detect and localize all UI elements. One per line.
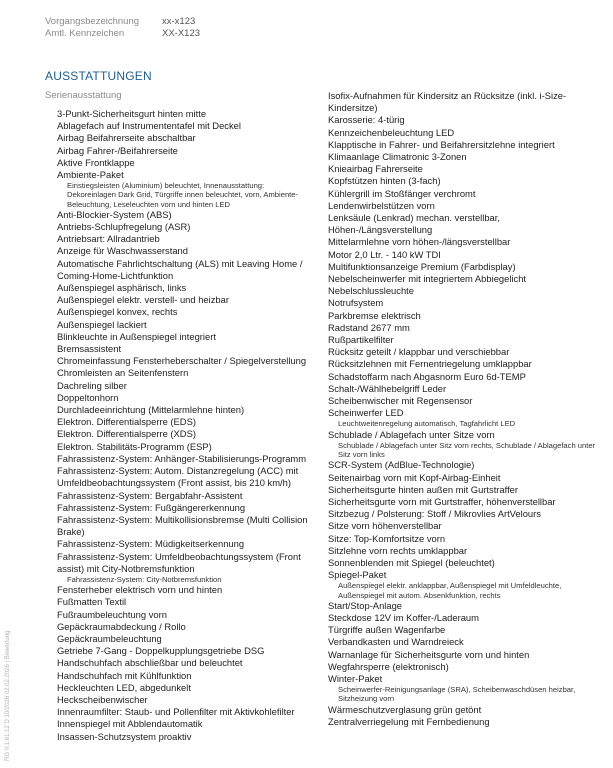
equipment-item: 3-Punkt-Sicherheitsgurt hinten mitte [57, 108, 207, 119]
equipment-item: Scheinwerfer LED [328, 407, 404, 419]
meta-row-vorgang [45, 16, 200, 28]
equipment-item: Gepäckraumbeleuchtung [57, 632, 162, 644]
equipment-item: Antriebs-Schlupfregelung (ASR) [57, 221, 191, 233]
equipment-item: Innenraumfilter: Staub- und Pollenfilter mit Aktivkohlefilter [57, 706, 295, 718]
equipment-item: Aktive Frontklappe [57, 156, 135, 168]
equipment-list-left [57, 108, 313, 743]
equipment-item-detail: Außenspiegel elektr. anklappbar, Außenspiegel mit Umfeldleuchte, Außenspiegel mit autom. Absenkfunktion, rechts [338, 581, 562, 600]
equipment-item: Außenspiegel asphärisch, links [57, 282, 187, 294]
equipment-item: Schalt-/Wählhebelgriff Leder [328, 382, 447, 394]
equipment-item: Radstand 2677 mm [328, 321, 410, 333]
meta-row-kennzeichen [45, 28, 200, 40]
equipment-item: Start/Stop-Anlage [328, 599, 403, 611]
equipment-item: Schadstoffarm nach Abgasnorm Euro 6d-TEMP [328, 370, 526, 382]
equipment-item: Lenksäule (Lenkrad) mechan. verstellbar, Höhen-/Längsverstellung [328, 212, 500, 236]
equipment-item: Dachreling silber [57, 379, 127, 391]
section-subtitle: Serienausstattung [45, 90, 122, 101]
equipment-item: Elektron. Differentialsperre (XDS) [57, 428, 196, 440]
equipment-item: Innenspiegel mit Abblendautomatik [57, 718, 203, 730]
equipment-item: Rücksitz geteilt / klappbar und verschiebbar [328, 346, 510, 358]
equipment-item: Handschuhfach mit Kühlfunktion [57, 669, 192, 681]
equipment-item: Heckleuchten LED, abgedunkelt [57, 681, 191, 693]
equipment-item: Sitzlehne vorn rechts umklappbar [328, 544, 468, 556]
equipment-item: Anzeige für Waschwasserstand [57, 245, 188, 257]
equipment-item: Kühlergrill im Stoßfänger verchromt [328, 187, 476, 199]
equipment-item: Isofix-Aufnahmen für Kindersitz an Rücksitze (inkl. i-Size-Kindersitze) [328, 90, 567, 114]
equipment-item: Sitze: Top-Komfortsitze vorn [328, 532, 446, 544]
equipment-item: Getriebe 7-Gang - Doppelkupplungsgetriebe DSG [57, 645, 265, 657]
equipment-item-detail: Einstiegsleisten (Aluminium) beleuchtet, Innenausstattung: Dekoreinlagen Dark Grid, Türgriffe innen beleuchtet, vorn, Ambiente-Beleuchtung, Leseleuchten vorn und hinten LED [67, 181, 299, 209]
equipment-item: Elektron. Differentialsperre (EDS) [57, 416, 196, 428]
equipment-item: Winter-Paket [328, 672, 383, 684]
equipment-item: Ablagefach auf Instrumententafel mit Deckel [57, 120, 241, 132]
equipment-item: Notrufsystem [328, 297, 384, 309]
equipment-item: Kopfstützen hinten (3-fach) [328, 175, 441, 187]
equipment-item: Bremsassistent [57, 343, 122, 355]
equipment-item-detail: Scheinwerfer-Reinigungsanlage (SRA), Scheibenwaschdüsen heizbar, Sitzheizung vorn [338, 685, 576, 704]
equipment-item: Karosserie: 4-türig [328, 114, 405, 126]
equipment-item: Sitzbezug / Polsterung: Stoff / Mikrovlies ArtVelours [328, 508, 541, 520]
equipment-item: Fahrassistenz-System: Multikollisionsbremse (Multi Collision Brake) [57, 513, 308, 538]
equipment-item: Außenspiegel elektr. verstell- und heizbar [57, 294, 229, 306]
equipment-item: Chromeinfassung Fensterheberschalter / Spiegelverstellung [57, 355, 307, 367]
equipment-item: Doppeltonhorn [57, 391, 119, 403]
equipment-item: Knieairbag Fahrerseite [328, 163, 423, 175]
equipment-item: Außenspiegel konvex, rechts [57, 306, 178, 318]
meta-value: xx-x123 [162, 16, 196, 27]
equipment-item: Lendenwirbelstützen vorn [328, 199, 435, 211]
equipment-item: Multifunktionsanzeige Premium (Farbdisplay) [328, 260, 516, 272]
equipment-item: Fahrassistenz-System: Fußgängererkennung [57, 501, 246, 513]
meta-value: XX-X123 [162, 28, 201, 39]
equipment-item: Steckdose 12V im Koffer-/Laderaum [328, 611, 479, 623]
equipment-item: Warnanlage für Sicherheitsgurte vorn und hinten [328, 648, 530, 660]
equipment-item: Fahrassistenz-System: Umfeldbeobachtungssystem (Front assist) mit City-Notbremsfunktion [57, 550, 301, 574]
equipment-item: Handschuhfach abschließbar und beleuchtet [57, 657, 243, 669]
equipment-item: Türgriffe außen Wagenfarbe [328, 624, 446, 636]
meta-label: Vorgangsbezeichnung [45, 16, 140, 27]
equipment-item: Fahrassistenz-System: Müdigkeitserkennung [57, 538, 245, 550]
section-title: AUSSTATTUNGEN [45, 69, 152, 83]
footer-version-text: RG V.1.61.12 D 10/2026 02.02.2026 | Bewertung [5, 630, 11, 761]
meta-label: Amtl. Kennzeichen [45, 28, 125, 39]
equipment-item: Nebelschlussleuchte [328, 285, 414, 297]
equipment-item-detail: Schublade / Ablagefach unter Sitz vorn rechts, Schublade / Ablagefach unter Sitz vorn links [338, 440, 596, 460]
equipment-item: Außenspiegel lackiert [57, 318, 147, 330]
equipment-item: Sitze vorn höhenverstellbar [328, 520, 442, 532]
equipment-item: Scheibenwischer mit Regensensor [328, 395, 473, 407]
equipment-item: Antriebsart: Allradantrieb [57, 233, 160, 245]
equipment-item: Airbag Beifahrerseite abschaltbar [57, 132, 196, 144]
equipment-item: Elektron. Stabilitäts-Programm (ESP) [57, 440, 212, 452]
equipment-item: Automatische Fahrlichtschaltung (ALS) mit Leaving Home / Coming-Home-Lichtfunktion [57, 257, 303, 281]
equipment-item: Kennzeichenbeleuchtung LED [328, 126, 455, 138]
equipment-item: Fahrassistenz-System: Anhänger-Stabilisierungs-Programm [57, 452, 307, 464]
equipment-item: Fußmatten Textil [57, 596, 127, 608]
equipment-item: Chromleisten an Seitenfenstern [57, 367, 189, 379]
equipment-item: Wegfahrsperre (elektronisch) [328, 660, 449, 672]
equipment-item: Fahrassistenz-System: Autom. Distanzregelung (ACC) mit Umfeldbeobachtungssystem (Front assist, bis 210 km/h) [57, 465, 299, 489]
equipment-item: Motor 2,0 Ltr. - 140 kW TDI [328, 248, 441, 260]
equipment-item: SCR-System (AdBlue-Technologie) [328, 459, 475, 471]
equipment-item: Airbag Fahrer-/Beifahrerseite [57, 144, 178, 156]
equipment-item: Rücksitzlehnen mit Fernentriegelung umklappbar [328, 358, 532, 370]
equipment-list-right [328, 90, 598, 728]
equipment-item: Zentralverriegelung mit Fernbedienung [328, 715, 490, 727]
equipment-item: Wärmeschutzverglasung grün getönt [328, 703, 482, 715]
equipment-item: Nebelscheinwerfer mit integriertem Abbiegelicht [328, 273, 527, 285]
equipment-item: Klapptische in Fahrer- und Beifahrersitzlehne integriert [328, 138, 555, 150]
equipment-item: Fußraumbeleuchtung vorn [57, 608, 167, 620]
equipment-item: Schublade / Ablagefach unter Sitze vorn [328, 428, 495, 440]
equipment-item: Insassen-Schutzsystem proaktiv [57, 730, 192, 742]
equipment-item: Blinkleuchte in Außenspiegel integriert [57, 330, 216, 342]
document-footer-vertical [0, 620, 14, 768]
vehicle-meta [45, 16, 200, 40]
equipment-item: Parkbremse elektrisch [328, 309, 421, 321]
equipment-item: Fensterheber elektrisch vorn und hinten [57, 584, 223, 596]
equipment-item-detail: Fahrassistenz-System: City-Notbremsfunktion [67, 574, 222, 584]
equipment-item: Anti-Blockier-System (ABS) [57, 208, 172, 220]
equipment-item: Rußpartikelfilter [328, 334, 394, 346]
equipment-item: Mittelarmlehne vorn höhen-/längsverstellbar [328, 236, 511, 248]
equipment-item: Klimaanlage Climatronic 3-Zonen [328, 151, 467, 163]
equipment-item: Heckscheibenwischer [57, 693, 148, 705]
equipment-item: Seitenairbag vorn mit Kopf-Airbag-Einheit [328, 471, 501, 483]
equipment-item: Spiegel-Paket [328, 569, 387, 581]
equipment-item: Ambiente-Paket [57, 169, 124, 181]
equipment-item: Durchladeeinrichtung (Mittelarmlehne hinten) [57, 404, 245, 416]
equipment-item: Verbandkasten und Warndreieck [328, 636, 464, 648]
equipment-item-detail: Leuchtweitenregelung automatisch, Tagfahrlicht LED [338, 419, 516, 429]
equipment-item: Sonnenblenden mit Spiegel (beleuchtet) [328, 556, 495, 568]
equipment-item: Sicherheitsgurte hinten außen mit Gurtstraffer [328, 483, 519, 495]
equipment-item: Sicherheitsgurte vorn mit Gurtstraffer, höhenverstellbar [328, 495, 556, 507]
equipment-item: Gepäckraumabdeckung / Rollo [57, 620, 186, 632]
equipment-item: Fahrassistenz-System: Bergabfahr-Assistent [57, 489, 243, 501]
